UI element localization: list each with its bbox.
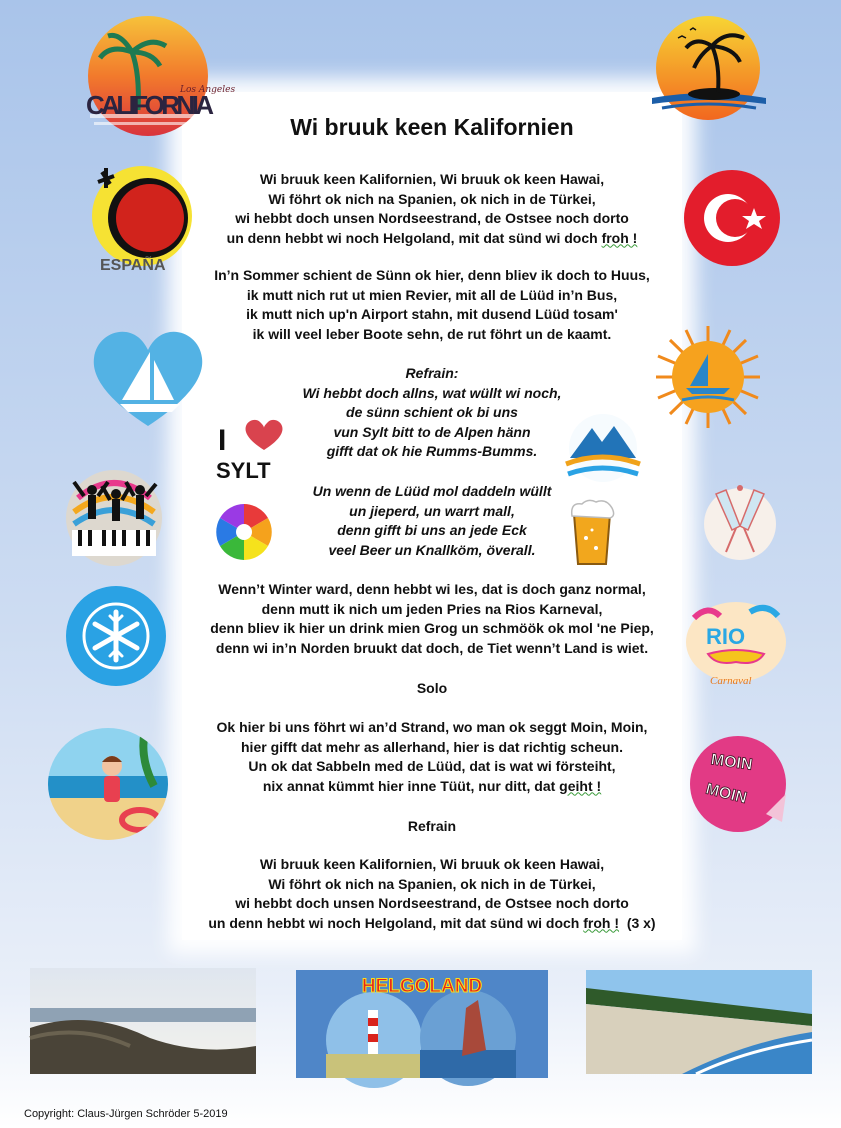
refrain-line: Un wenn de Lüüd mol daddeln wüllt (312, 483, 552, 499)
champagne-glasses-icon (702, 480, 778, 564)
refrain-1 (182, 364, 682, 462)
svg-text:ESPAÑA: ESPAÑA (100, 257, 166, 274)
refrain-line: denn gifft bi uns an jede Eck (337, 522, 527, 538)
refrain-line: gifft dat ok hie Rumms-Bumms. (326, 443, 538, 459)
rio-carnaval-icon (680, 598, 792, 690)
refrain-line: veel Beer un Knallköm, överall. (328, 541, 536, 558)
turkey-flag-icon (682, 168, 782, 268)
refrain-heading: Refrain: (405, 365, 459, 381)
beach-girl-icon (46, 726, 170, 842)
verse-4-line: Un ok dat Sabbeln med de Lüüd, dat is wat wi försteiht, (248, 758, 616, 774)
moin-text-1: MOIN (709, 751, 754, 774)
verse-5-line: Wi bruuk keen Kalifornien, Wi bruuk ok keen Hawai, (259, 856, 605, 872)
sylt-i-text: I (218, 424, 227, 457)
verse-4 (182, 718, 682, 796)
verse-4-line: nix annat kümmt hier inne Tüüt, nur ditt, dat geiht ! (262, 777, 602, 794)
verse-5-line: wi hebbt doch unsen Nordseestrand, de Ostsee noch dorto (235, 895, 629, 911)
verse-3-line: Wenn’t Winter ward, denn hebbt wi Ies, dat is doch ganz normal, (218, 581, 646, 597)
party-dancers-icon (64, 468, 164, 572)
moin-text-2: MOIN (703, 780, 749, 808)
song-title: Wi bruuk keen Kalifornien (290, 114, 574, 140)
refrain-label: Refrain (407, 818, 457, 834)
verse-5 (182, 855, 682, 933)
helgoland-title: HELGOLAND (361, 976, 483, 997)
verse-5-line: Wi föhrt ok nich na Spanien, ok nich in de Türkei, (268, 875, 596, 892)
verse-1-line: Wi föhrt ok nich na Spanien, ok nich in de Türkei, (268, 190, 596, 207)
verse-3-line: denn mutt ik nich um jeden Pries na Rios Karneval, (261, 600, 603, 617)
refrain-line: Wi hebbt doch allns, wat wüllt wi noch, (302, 384, 562, 401)
refrain-line: un jieperd, un warrt mall, (349, 502, 515, 519)
verse-1-line: un denn hebbt wi noch Helgoland, mit dat sünd wi doch froh ! (226, 229, 638, 246)
verse-1 (182, 170, 682, 248)
baltic-beach-photo (586, 970, 812, 1074)
verse-2-line: ik will veel leber Boote sehn, de rut föhrt un de kaamt. (252, 325, 612, 342)
sylt-word-text: SYLT (216, 458, 271, 483)
california-text: CALIFORNIA (86, 90, 214, 120)
refrain-2 (182, 482, 682, 560)
dune-beach-photo (30, 968, 256, 1074)
solo-label: Solo (416, 680, 448, 696)
carnaval-text: Carnaval (710, 675, 752, 687)
verse-1-line: Wi bruuk keen Kalifornien, Wi bruuk ok keen Hawai, (259, 171, 605, 187)
snowflake-icon (64, 584, 168, 688)
verse-2-line: ik mutt nich rut ut mien Revier, mit all de Lüüd in’n Bus, (246, 286, 618, 303)
moin-moin-badge-icon (682, 734, 798, 834)
los-angeles-text: Los Angeles (180, 85, 236, 95)
verse-2-line: ik mutt nich up'n Airport stahn, mit dusend Lüüd tosam' (246, 306, 618, 322)
verse-3 (182, 580, 682, 658)
verse-3-line: denn bliev ik hier un drink mien Grog un schmöök ok mol 'ne Piep, (210, 620, 654, 636)
verse-2 (182, 266, 682, 344)
verse-1-line: wi hebbt doch unsen Nordseestrand, de Ostsee noch dorto (235, 210, 629, 226)
rio-text: RIO (706, 624, 746, 649)
verse-2-line: In’n Sommer schient de Sünn ok hier, denn bliev ik doch to Huus, (214, 267, 650, 283)
refrain-line: de sünn schient ok bi uns (346, 404, 518, 420)
palm-sunset-icon (648, 14, 772, 120)
helgoland-photo (296, 970, 548, 1078)
refrain-line: vun Sylt bitt to de Alpen hänn (333, 423, 531, 440)
verse-4-line: Ok hier bi uns föhrt wi an’d Strand, wo man ok seggt Moin, Moin, (216, 719, 648, 735)
copyright-text: Copyright: Claus-Jürgen Schröder 5-2019 (24, 1108, 228, 1120)
verse-4-line: hier gifft dat mehr as allerhand, hier is dat richtig scheun. (241, 738, 623, 755)
verse-3-line: denn wi in’n Norden bruukt dat doch, de Tiet wenn’t Land is wiet. (215, 639, 649, 656)
verse-5-line: un denn hebbt wi noch Helgoland, mit dat sünd wi doch froh ! (3 x) (208, 914, 656, 931)
